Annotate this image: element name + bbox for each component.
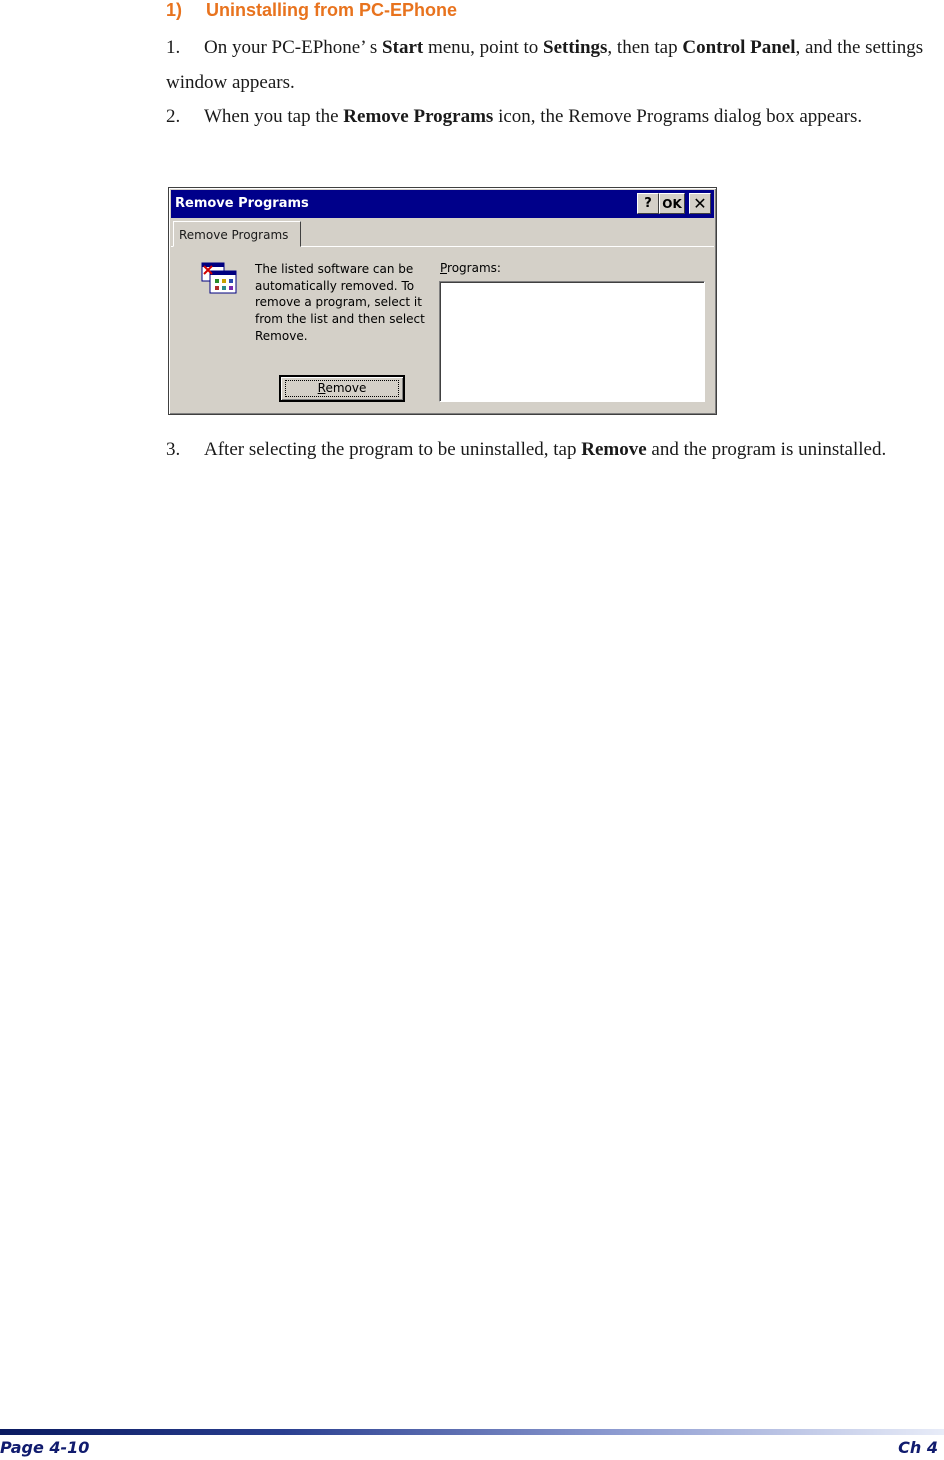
step-3 <box>166 432 944 467</box>
programs-label <box>440 261 501 275</box>
step-text: and the program is uninstalled. <box>646 439 887 460</box>
programs-listbox[interactable] <box>439 281 705 402</box>
remove-button-label: emove <box>325 381 367 395</box>
step-number: 3. <box>166 439 181 460</box>
dialog-description: The listed software can be automatically removed. To remove a program, select it from the list and then select Remove. <box>255 262 425 343</box>
dialog-titlebar <box>171 190 714 218</box>
section-number: 1) <box>166 0 183 20</box>
step-text: menu, point to <box>423 37 544 58</box>
remove-button[interactable] <box>279 375 405 402</box>
focus-rect <box>285 380 399 397</box>
page-number: Page 4-10 <box>0 1438 90 1457</box>
tab-remove-programs[interactable]: Remove Programs <box>173 221 301 247</box>
step-bold: Remove Programs <box>343 106 494 127</box>
step-number: 2. <box>166 106 181 127</box>
remove-programs-dialog <box>168 187 717 415</box>
programs-label-accel: P <box>440 261 448 275</box>
step-1 <box>166 30 944 100</box>
ok-button[interactable]: OK <box>659 193 685 214</box>
dialog-title: Remove Programs <box>175 196 309 211</box>
chapter-label: Ch 4 <box>898 1438 938 1457</box>
remove-programs-icon <box>201 260 237 296</box>
help-button[interactable]: ? <box>637 193 659 214</box>
step-text: On your PC-EPhone’ s <box>204 37 383 58</box>
step-number: 1. <box>166 37 181 58</box>
step-text: , then tap <box>607 37 683 58</box>
footer-rule <box>0 1429 944 1435</box>
step-bold: Remove <box>581 439 647 460</box>
step-bold: Control Panel <box>682 37 796 58</box>
section-heading <box>166 0 457 21</box>
remove-button-accel: R <box>317 381 326 395</box>
step-bold: Settings <box>543 37 608 58</box>
section-title: Uninstalling from PC-EPhone <box>206 0 458 20</box>
step-2 <box>166 99 944 134</box>
step-text: When you tap the <box>204 106 344 127</box>
step-text: icon, the Remove Programs dialog box appears. <box>493 106 863 127</box>
close-button[interactable]: ✕ <box>689 193 711 214</box>
step-text: After selecting the program to be uninstalled, tap <box>204 439 582 460</box>
step-text: , and the settings window appears. <box>166 37 924 93</box>
programs-label-text: rograms: <box>447 261 501 275</box>
step-bold: Start <box>382 37 424 58</box>
